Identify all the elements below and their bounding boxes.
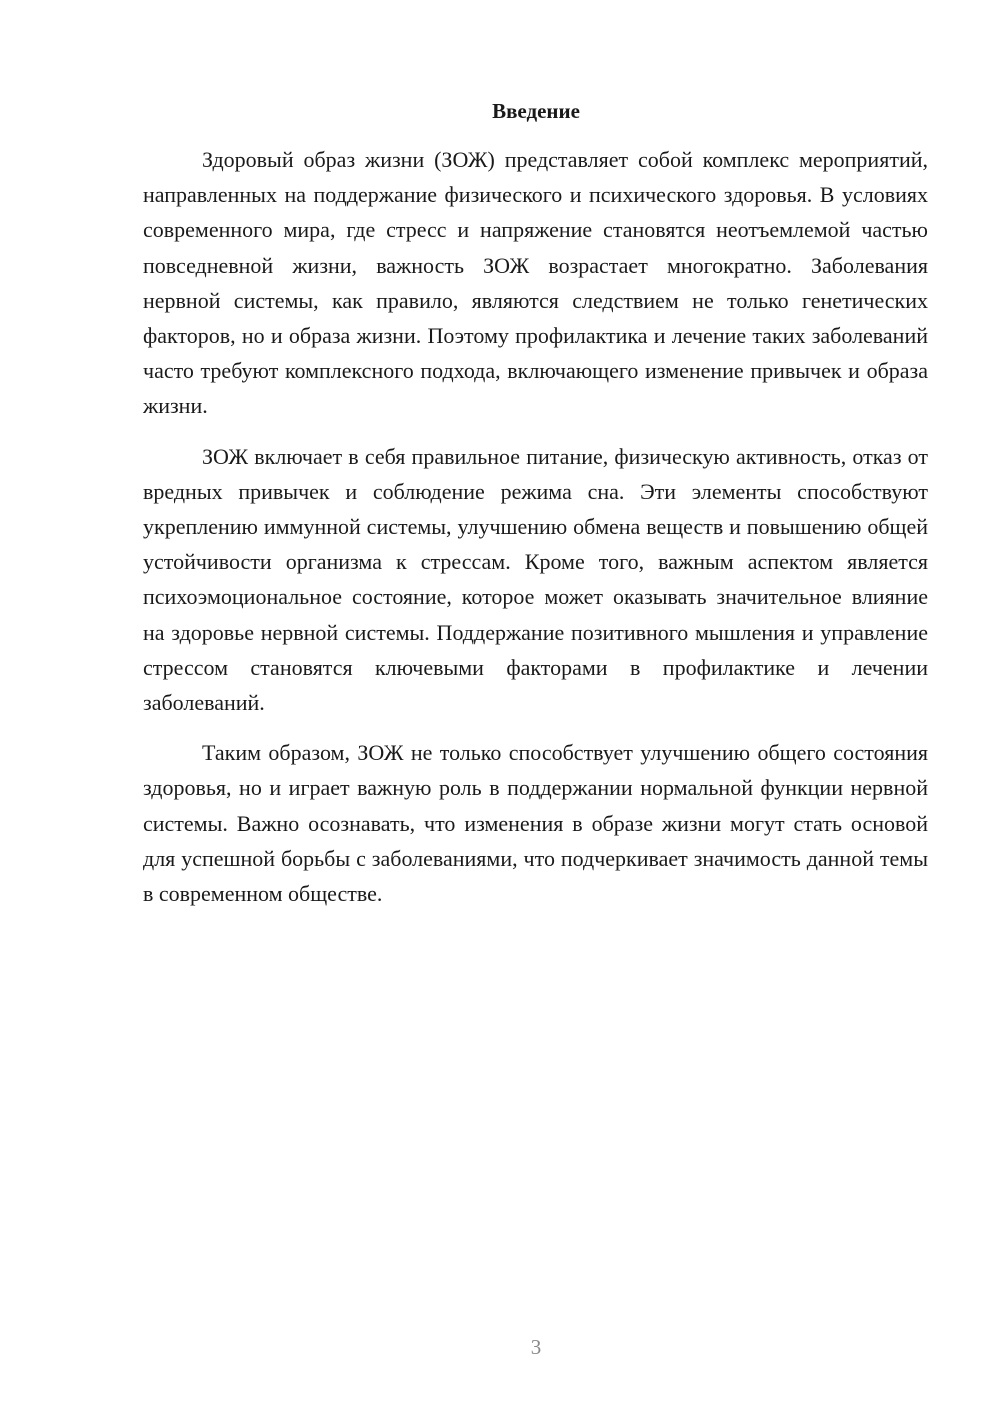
paragraph-3: Таким образом, ЗОЖ не только способствует улучшению общего состояния здоровья, но и играет важную роль в поддержании нормальной функции нервной системы. Важно осознавать, что изменения в образе жизни могут стать основой для успешной борьбы с заболеваниями, что подчеркивает значимость данной темы в современном обществе. bbox=[143, 740, 928, 907]
page-number: 3 bbox=[530, 1335, 542, 1359]
paragraph-2: ЗОЖ включает в себя правильное питание, физическую активность, отказ от вредных привычек и соблюдение режима сна. Эти элементы способствуют укреплению иммунной системы, улучшению обмена веществ и повышению общей устойчивости организма к стрессам. Кроме того, важным аспектом является психоэмоциональное состояние, которое может оказывать значительное влияние на здоровье нервной системы. Поддержание позитивного мышления и управление стрессом становятся ключевыми факторами в профилактике и лечении заболеваний. bbox=[143, 443, 928, 716]
paragraph-1: Здоровый образ жизни (ЗОЖ) представляет собой комплекс мероприятий, направленных на поддержание физического и психического здоровья. В условиях современного мира, где стресс и напряжение становятся неотъемлемой частью повседневной жизни, важность ЗОЖ возрастает многократно. Заболевания нервной системы, как правило, являются следствием не только генетических факторов, но и образа жизни. Поэтому профилактика и лечение таких заболеваний часто требуют комплексного подхода, включающего изменение привычек и образа жизни. bbox=[143, 147, 928, 419]
page-title: Введение bbox=[492, 99, 580, 123]
document-body bbox=[143, 142, 928, 926]
